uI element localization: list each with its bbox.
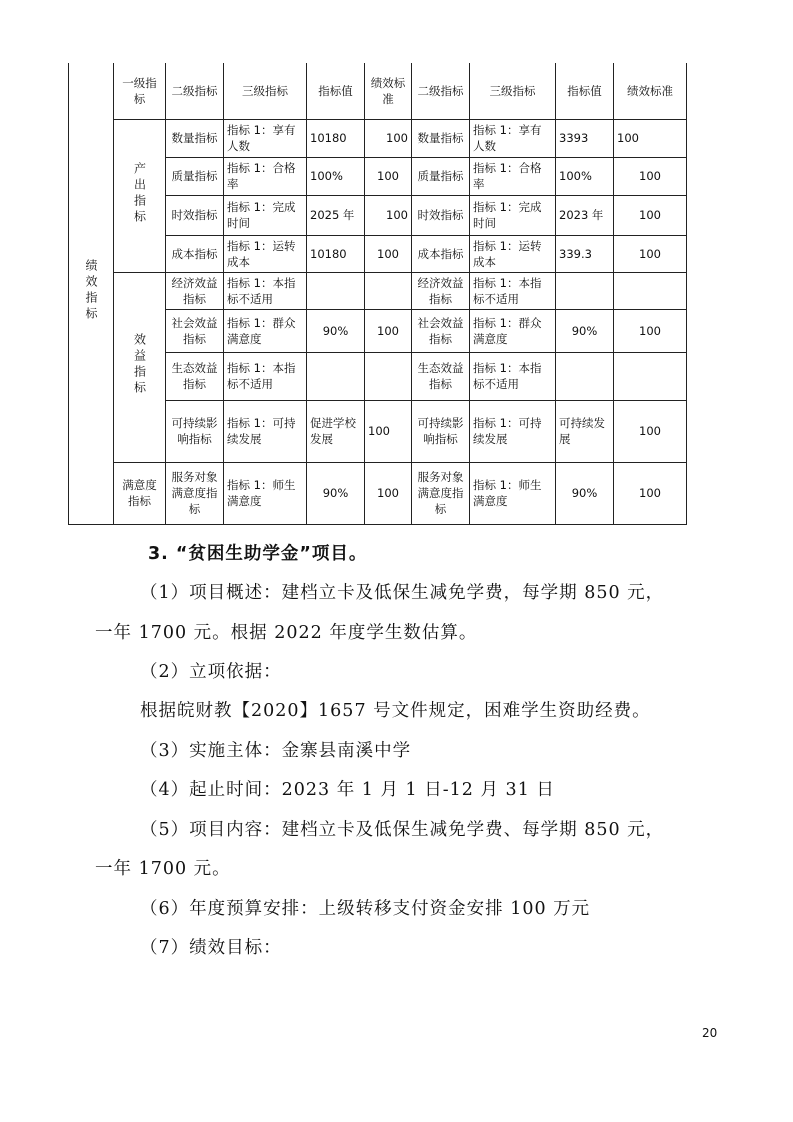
cell: 100 — [365, 400, 412, 462]
paragraph-overview: （1）项目概述：建档立卡及低保生减免学费，每学期 850 元， — [140, 583, 665, 603]
cell — [307, 352, 365, 400]
cell: 100 — [365, 462, 412, 524]
cell: 100% — [556, 157, 614, 195]
cell: 指标 1：合格率 — [470, 157, 556, 195]
cell: 100 — [614, 309, 687, 352]
cell: 满意度指标 — [114, 462, 166, 524]
cell: 指标 1：享有人数 — [470, 119, 556, 157]
cell: 339.3 — [556, 235, 614, 272]
cell: 指标 1：本指标不适用 — [224, 272, 307, 309]
cell: 指标 1：可持续发展 — [470, 400, 556, 462]
cell: 指标 1：运转成本 — [470, 235, 556, 272]
cell: 指标 1：群众满意度 — [470, 309, 556, 352]
header-cell: 绩效标准 — [365, 63, 412, 119]
cell: 2023 年 — [556, 195, 614, 235]
cell: 经济效益指标 — [166, 272, 224, 309]
cell: 促进学校发展 — [307, 400, 365, 462]
cell — [614, 272, 687, 309]
cell: 生态效益指标 — [412, 352, 470, 400]
cell: 100 — [614, 235, 687, 272]
cell: 数量指标 — [412, 119, 470, 157]
cell: 指标 1：运转成本 — [224, 235, 307, 272]
cell: 质量指标 — [166, 157, 224, 195]
cell: 100 — [365, 235, 412, 272]
header-cell: 绩效标准 — [614, 63, 687, 119]
cell: 可持续影响指标 — [412, 400, 470, 462]
group-output-label: 产出指标 — [114, 119, 166, 272]
cell: 指标 1：完成时间 — [470, 195, 556, 235]
cell: 100 — [614, 119, 687, 157]
cell: 成本指标 — [166, 235, 224, 272]
paragraph-budget: （6）年度预算安排：上级转移支付资金安排 100 万元 — [140, 899, 591, 919]
paragraph-basis: 根据皖财教【2020】1657 号文件规定，困难学生资助经费。 — [140, 701, 651, 721]
cell: 90% — [307, 462, 365, 524]
table-row — [69, 272, 687, 309]
table-row-satisfaction — [69, 462, 687, 524]
performance-table — [68, 63, 687, 525]
paragraph-goal: （7）绩效目标： — [140, 938, 282, 958]
paragraph-content-cont: 一年 1700 元。 — [95, 859, 231, 879]
cell: 100 — [614, 195, 687, 235]
paragraph-overview-cont: 一年 1700 元。根据 2022 年度学生数估算。 — [95, 623, 478, 643]
header-cell: 二级指标 — [166, 63, 224, 119]
paragraph-implementer: （3）实施主体：金寨县南溪中学 — [140, 741, 412, 761]
cell: 可持续发展 — [556, 400, 614, 462]
cell: 100 — [614, 462, 687, 524]
cell — [365, 272, 412, 309]
cell — [365, 352, 412, 400]
cell: 90% — [556, 462, 614, 524]
header-cell: 二级指标 — [412, 63, 470, 119]
header-cell: 指标值 — [307, 63, 365, 119]
table-header-row — [69, 63, 687, 119]
cell: 3393 — [556, 119, 614, 157]
header-cell: 指标值 — [556, 63, 614, 119]
cell: 社会效益指标 — [166, 309, 224, 352]
cell: 经济效益指标 — [412, 272, 470, 309]
cell: 100 — [365, 119, 412, 157]
header-cell: 三级指标 — [470, 63, 556, 119]
cell: 100 — [365, 309, 412, 352]
group-benefit-label: 效益指标 — [114, 272, 166, 462]
cell: 10180 — [307, 119, 365, 157]
cell: 指标 1：群众满意度 — [224, 309, 307, 352]
cell: 100 — [614, 400, 687, 462]
cell: 可持续影响指标 — [166, 400, 224, 462]
page-number: 20 — [702, 1026, 718, 1040]
cell: 时效指标 — [412, 195, 470, 235]
cell: 时效指标 — [166, 195, 224, 235]
paragraph-basis-label: （2）立项依据： — [140, 662, 282, 682]
cell: 指标 1：本指标不适用 — [224, 352, 307, 400]
cell: 服务对象满意度指标 — [412, 462, 470, 524]
cell: 100 — [365, 157, 412, 195]
cell: 指标 1：师生满意度 — [470, 462, 556, 524]
paragraph-content: （5）项目内容：建档立卡及低保生减免学费、每学期 850 元， — [140, 820, 665, 840]
cell: 90% — [307, 309, 365, 352]
cell — [556, 352, 614, 400]
section-heading: 3. “贫困生助学金”项目。 — [148, 544, 368, 564]
cell: 10180 — [307, 235, 365, 272]
cell: 服务对象满意度指标 — [166, 462, 224, 524]
header-cell: 三级指标 — [224, 63, 307, 119]
level0-label: 绩效指标 — [69, 63, 114, 524]
cell — [614, 352, 687, 400]
cell: 指标 1：本指标不适用 — [470, 272, 556, 309]
cell: 90% — [556, 309, 614, 352]
cell: 指标 1：享有人数 — [224, 119, 307, 157]
paragraph-period: （4）起止时间：2023 年 1 月 1 日-12 月 31 日 — [140, 780, 555, 800]
cell: 生态效益指标 — [166, 352, 224, 400]
cell: 质量指标 — [412, 157, 470, 195]
cell: 指标 1：合格率 — [224, 157, 307, 195]
table-row — [69, 119, 687, 157]
cell: 2025 年 — [307, 195, 365, 235]
cell: 100% — [307, 157, 365, 195]
cell: 成本指标 — [412, 235, 470, 272]
cell: 数量指标 — [166, 119, 224, 157]
cell: 指标 1：本指标不适用 — [470, 352, 556, 400]
cell — [307, 272, 365, 309]
cell: 指标 1：完成时间 — [224, 195, 307, 235]
cell: 100 — [614, 157, 687, 195]
cell: 社会效益指标 — [412, 309, 470, 352]
cell: 指标 1：可持续发展 — [224, 400, 307, 462]
cell — [556, 272, 614, 309]
header-cell: 一级指标 — [114, 63, 166, 119]
cell: 指标 1：师生满意度 — [224, 462, 307, 524]
cell: 100 — [365, 195, 412, 235]
